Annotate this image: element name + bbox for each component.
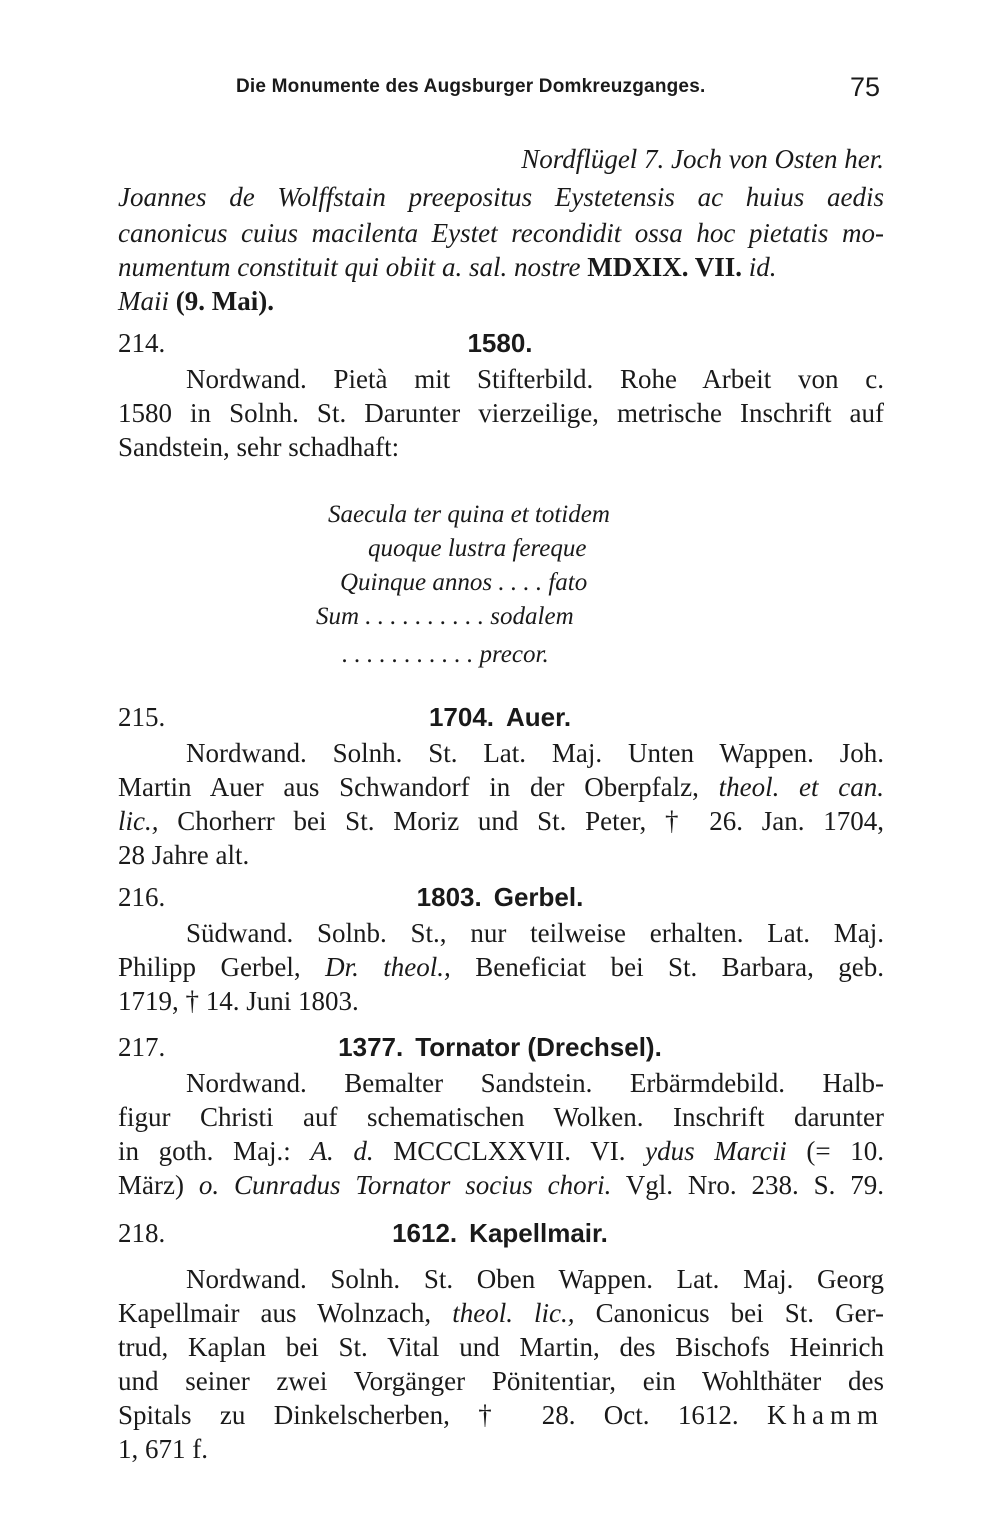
entry-218-line-4: und seiner zwei Vorgänger Pönitentiar, ein Wohlthäter des (118, 1366, 884, 1396)
entry-216-line-3: 1719, † 14. Juni 1803. (118, 986, 359, 1016)
entry-217-italic-3: o. Cunradus Tornator socius chori. (198, 1170, 612, 1200)
entry-216-line-2-text: Philipp Gerbel, (118, 952, 301, 982)
entry-215-number: 215. (118, 702, 166, 732)
poem-line-1: Saecula ter quina et totidem (328, 501, 610, 528)
entry-216-line-1: Südwand. Solnb. St., nur teilweise erhalten. Lat. Maj. (186, 918, 884, 948)
poem-line-5: . . . . . . . . . . . precor. (342, 641, 549, 668)
entry-216-year: 1803. (416, 882, 482, 912)
entry-217-line-4 (118, 1168, 884, 1202)
entry-215-name: Auer. (506, 702, 572, 732)
entry-218-line-2 (118, 1296, 884, 1330)
entry-215-line-1: Nordwand. Solnh. St. Lat. Maj. Unten Wappen. Joh. (186, 738, 884, 768)
intro-date-modern: (9. Mai). (175, 286, 274, 316)
entry-217-line-2: figur Christi auf schematischen Wolken. Inschrift darunter (118, 1102, 884, 1132)
entry-217-line-3-c: (= 10. (806, 1136, 885, 1166)
entry-218-year: 1612. (392, 1218, 458, 1248)
entry-218-line-5-text: Spitals zu Dinkelscherben, † 28. Oct. 1612. (118, 1400, 739, 1430)
entry-216-line-2-rest: Beneficiat bei St. Barbara, geb. (475, 952, 885, 982)
entry-215-heading (0, 700, 1000, 734)
entry-214-number: 214. (118, 328, 166, 358)
poem-line-2: quoque lustra fereque (368, 535, 587, 562)
entry-217-number: 217. (118, 1032, 166, 1062)
intro-date-id: id. (748, 252, 777, 282)
intro-line-2: canonicus cuius macilenta Eystet recondidit ossa hoc pietatis mo- (118, 218, 884, 248)
entry-216-number: 216. (118, 882, 166, 912)
entry-217-line-3-b: MCCCLXXVII. VI. (393, 1136, 626, 1166)
poem-line-4: Sum . . . . . . . . . . sodalem (316, 603, 574, 630)
entry-217-italic-1: A. d. (310, 1136, 374, 1166)
entry-215-italic-1: theol. et can. (718, 772, 884, 802)
entry-217-line-3 (118, 1134, 884, 1168)
entry-217-line-1: Nordwand. Bemalter Sandstein. Erbärmdebild. Halb- (186, 1068, 884, 1098)
entry-216-italic-1: Dr. theol., (325, 952, 451, 982)
entry-217-line-4-a: März) (118, 1170, 184, 1200)
entry-215-line-3 (118, 804, 884, 838)
entry-214-line-2: 1580 in Solnh. St. Darunter vierzeilige, metrische Inschrift auf (118, 398, 884, 428)
entry-217-line-3-a: in goth. Maj.: (118, 1136, 291, 1166)
entry-218-line-2-a: Kapellmair aus Wolnzach, (118, 1298, 432, 1328)
page-number: 75 (850, 72, 881, 102)
entry-218-number: 218. (118, 1218, 166, 1248)
running-header: Die Monumente des Augsburger Domkreuzganges. (236, 76, 706, 97)
entry-218-italic-1: theol. lic., (452, 1298, 575, 1328)
entry-216-line-2 (118, 950, 884, 984)
entry-218-line-1: Nordwand. Solnh. St. Oben Wappen. Lat. Maj. Georg (186, 1264, 884, 1294)
entry-216-heading (0, 880, 1000, 914)
entry-218-line-6: 1, 671 f. (118, 1434, 208, 1464)
entry-215-year: 1704. (428, 702, 495, 732)
intro-date-roman: MDXIX. VII. (587, 252, 743, 282)
entry-216-name: Gerbel. (493, 882, 584, 912)
entry-217-italic-2: ydus Marcii (645, 1136, 787, 1166)
entry-215-line-2-text: Martin Auer aus Schwandorf in der Oberpfalz, (118, 772, 699, 802)
intro-line-3 (118, 250, 884, 284)
intro-line-3-text: numentum constituit qui obiit a. sal. nostre (118, 252, 581, 282)
entry-218-line-3: trud, Kaplan bei St. Vital und Martin, des Bischofs Heinrich (118, 1332, 884, 1362)
intro-location: Nordflügel 7. Joch von Osten her. (521, 144, 884, 174)
entry-214-line-3: Sandstein, sehr schadhaft: (118, 432, 400, 462)
entry-215-line-2 (118, 770, 884, 804)
entry-218-ref-author: Khamm (767, 1400, 884, 1430)
entry-217-line-4-b: Vgl. Nro. 238. S. 79. (625, 1170, 885, 1200)
intro-line-1: Joannes de Wolffstain preepositus Eystetensis ac huius aedis (118, 182, 884, 212)
entry-215-line-4: 28 Jahre alt. (118, 840, 250, 870)
entry-214-year: 1580. (467, 328, 533, 358)
entry-217-heading (0, 1030, 1000, 1064)
entry-218-heading (0, 1216, 1000, 1250)
intro-line-4-text: Maii (118, 286, 169, 316)
entry-218-line-5 (118, 1398, 884, 1432)
entry-215-line-3-text: Chorherr bei St. Moriz und St. Peter, † 26. Jan. 1704, (177, 806, 885, 836)
entry-215-italic-2: lic., (118, 806, 159, 836)
entry-214-heading (0, 326, 1000, 360)
intro-line-4 (118, 284, 884, 318)
entry-217-name: Tornator (Drechsel). (415, 1032, 662, 1062)
entry-217-year: 1377. (338, 1032, 404, 1062)
entry-218-line-2-b: Canonicus bei St. Ger- (595, 1298, 885, 1328)
poem-line-3: Quinque annos . . . . fato (340, 569, 588, 596)
entry-218-name: Kapellmair. (469, 1218, 608, 1248)
entry-214-line-1: Nordwand. Pietà mit Stifterbild. Rohe Arbeit von c. (186, 364, 884, 394)
